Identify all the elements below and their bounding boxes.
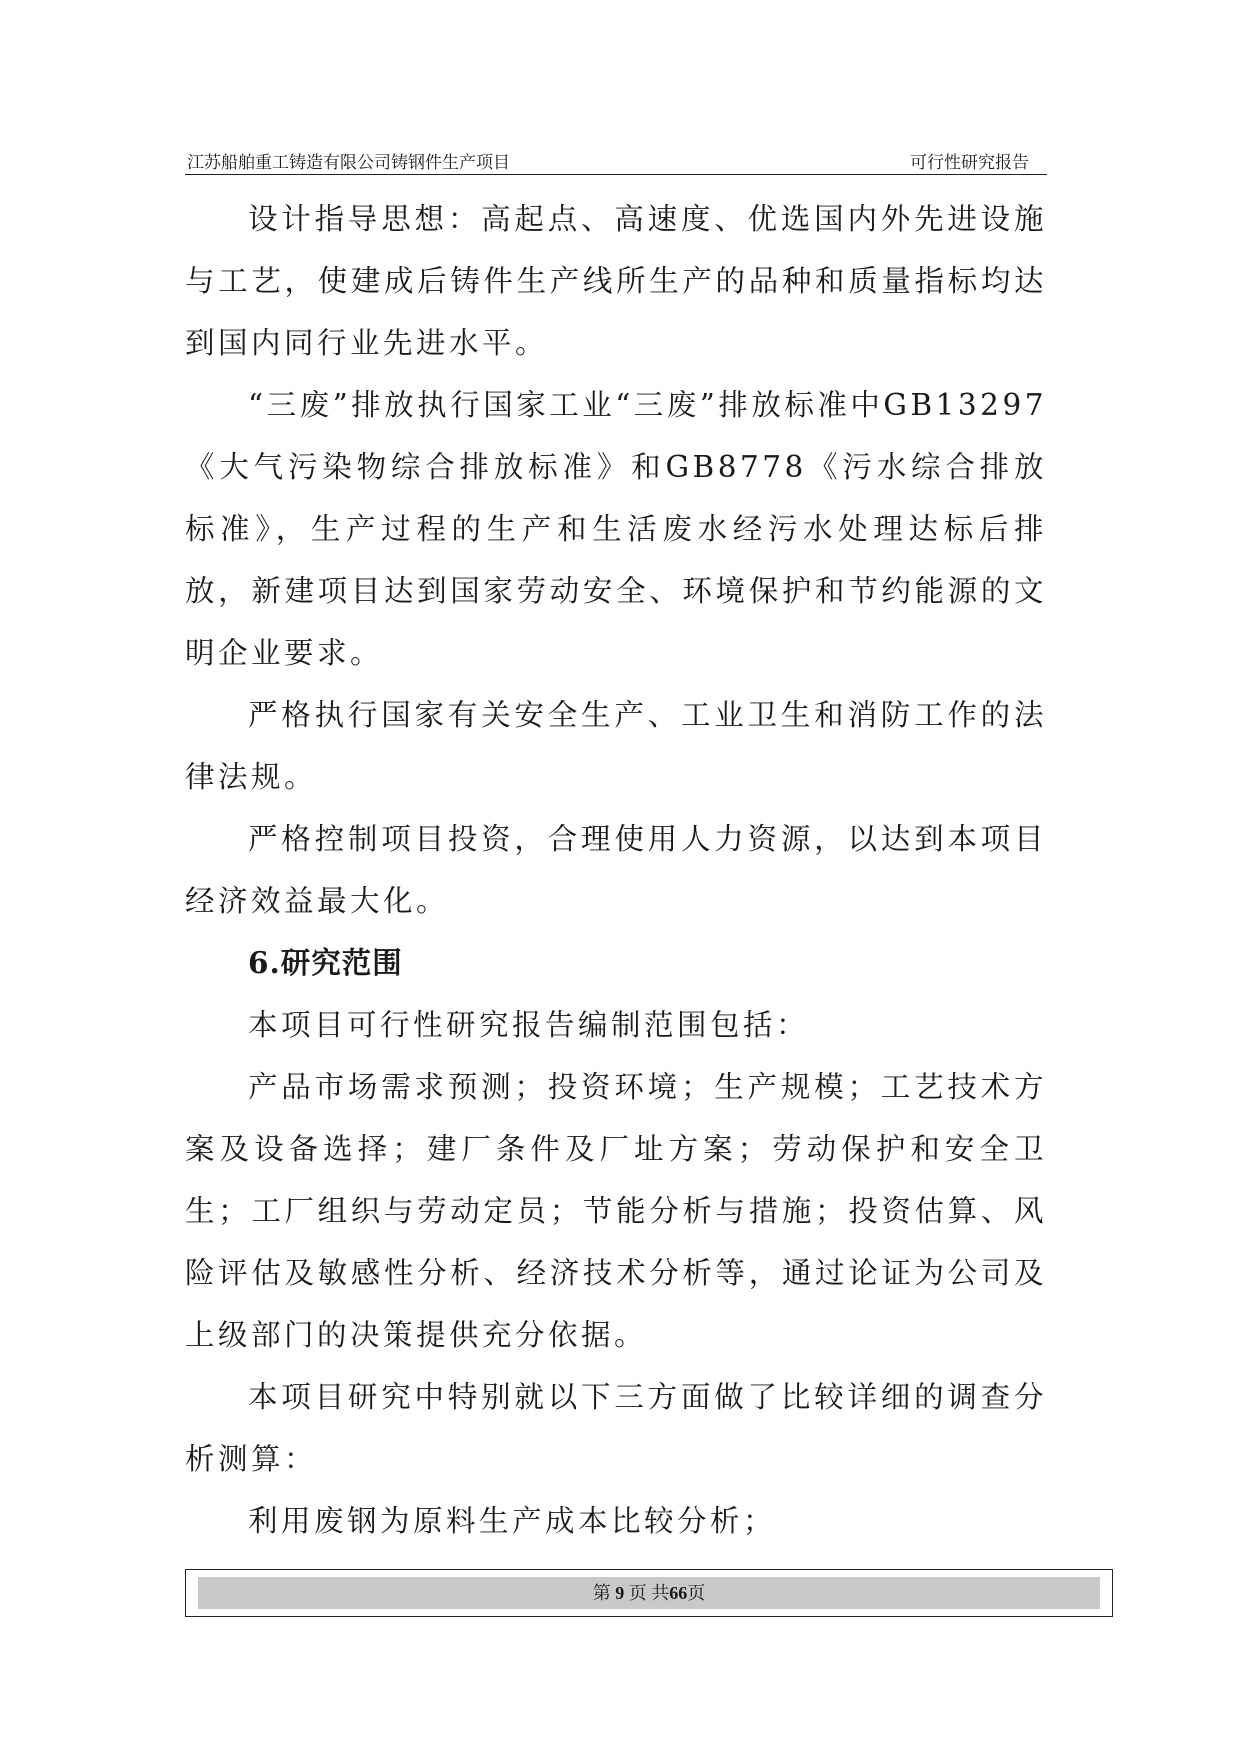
paragraph-design-guideline: 设计指导思想：高起点、高速度、优选国内外先进设施与工艺，使建成后铸件生产线所生产的品种和质量指标均达到国内同行业先进水平。 (185, 202, 1047, 360)
paragraph-investment-control: 严格控制项目投资，合理使用人力资源，以达到本项目经济效益最大化。 (185, 822, 1047, 918)
footer-prefix: 第 (592, 1583, 611, 1603)
paragraph-scrap-steel: 利用废钢为原料生产成本比较分析； (248, 1504, 777, 1538)
header-report-type: 可行性研究报告 (910, 153, 1029, 173)
paragraph-safety-regulations: 严格执行国家有关安全生产、工业卫生和消防工作的法律法规。 (185, 698, 1047, 794)
paragraph-analysis-intro: 本项目研究中特别就以下三方面做了比较详细的调查分析测算： (185, 1380, 1047, 1476)
page-footer (185, 1569, 1113, 1617)
section-heading: 6.研究范围 (248, 945, 403, 980)
footer-middle: 页 共 (628, 1583, 670, 1603)
footer-suffix: 页 (687, 1583, 706, 1603)
paragraph-emission-standards: “三废”排放执行国家工业“三废”排放标准中GB13297《大气污染物综合排放标准》和GB8778《污水综合排放标准》，生产过程的生产和生活废水经污水处理达标后排放，新建项目达到国家劳动安全、环境保护和节约能源的文明企业要求。 (185, 388, 1047, 670)
footer-total-pages: 66 (669, 1583, 688, 1603)
document-body (185, 188, 1047, 1552)
footer-page-number: 9 (615, 1583, 625, 1603)
header-project-title: 江苏船舶重工铸造有限公司铸钢件生产项目 (187, 153, 510, 173)
page-number-bar (198, 1577, 1100, 1609)
page-header (185, 148, 1047, 175)
paragraph-scope-intro: 本项目可行性研究报告编制范围包括： (248, 1008, 810, 1042)
paragraph-scope-list: 产品市场需求预测；投资环境；生产规模；工艺技术方案及设备选择；建厂条件及厂址方案；劳动保护和安全卫生；工厂组织与劳动定员；节能分析与措施；投资估算、风险评估及敏感性分析、经济技术分析等，通过论证为公司及上级部门的决策提供充分依据。 (185, 1070, 1047, 1352)
